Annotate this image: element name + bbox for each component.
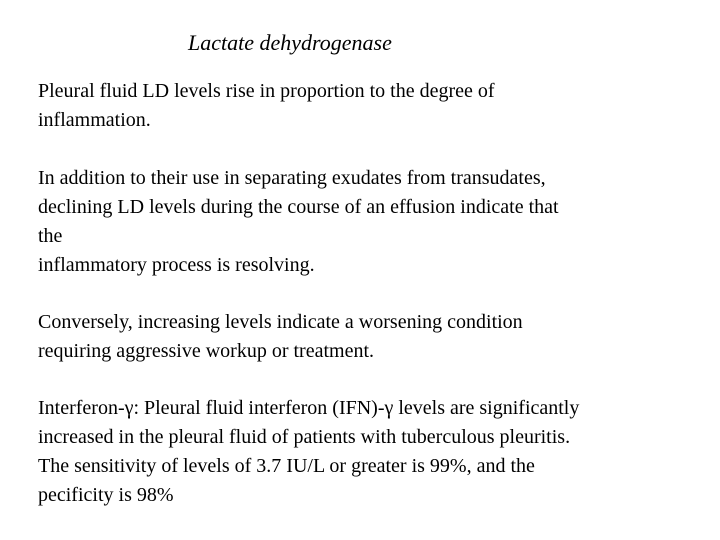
slide-title: Lactate dehydrogenase	[188, 30, 392, 55]
paragraph-ld-resolving	[38, 164, 708, 280]
text-line: Pleural fluid LD levels rise in proportion to the degree of	[38, 80, 495, 102]
text-line: Conversely, increasing levels indicate a worsening condition	[38, 311, 523, 333]
paragraph-ld-inflammation	[38, 77, 708, 135]
text-line: The sensitivity of levels of 3.7 IU/L or greater is 99%, and the	[38, 455, 535, 477]
text-line: inflammatory process is resolving.	[38, 254, 315, 276]
text-line: inflammation.	[38, 109, 151, 131]
text-line: the	[38, 225, 63, 247]
text-line: Interferon-γ: Pleural fluid interferon (IFN)-γ levels are significantly	[38, 397, 580, 419]
text-line: requiring aggressive workup or treatment.	[38, 340, 375, 362]
text-line: declining LD levels during the course of an effusion indicate that	[38, 196, 559, 218]
text-line: pecificity is 98%	[38, 484, 174, 506]
paragraph-interferon-gamma	[38, 394, 708, 510]
text-line: In addition to their use in separating exudates from transudates,	[38, 167, 546, 189]
text-line: increased in the pleural fluid of patients with tuberculous pleuritis.	[38, 426, 571, 448]
paragraph-ld-worsening	[38, 308, 708, 366]
